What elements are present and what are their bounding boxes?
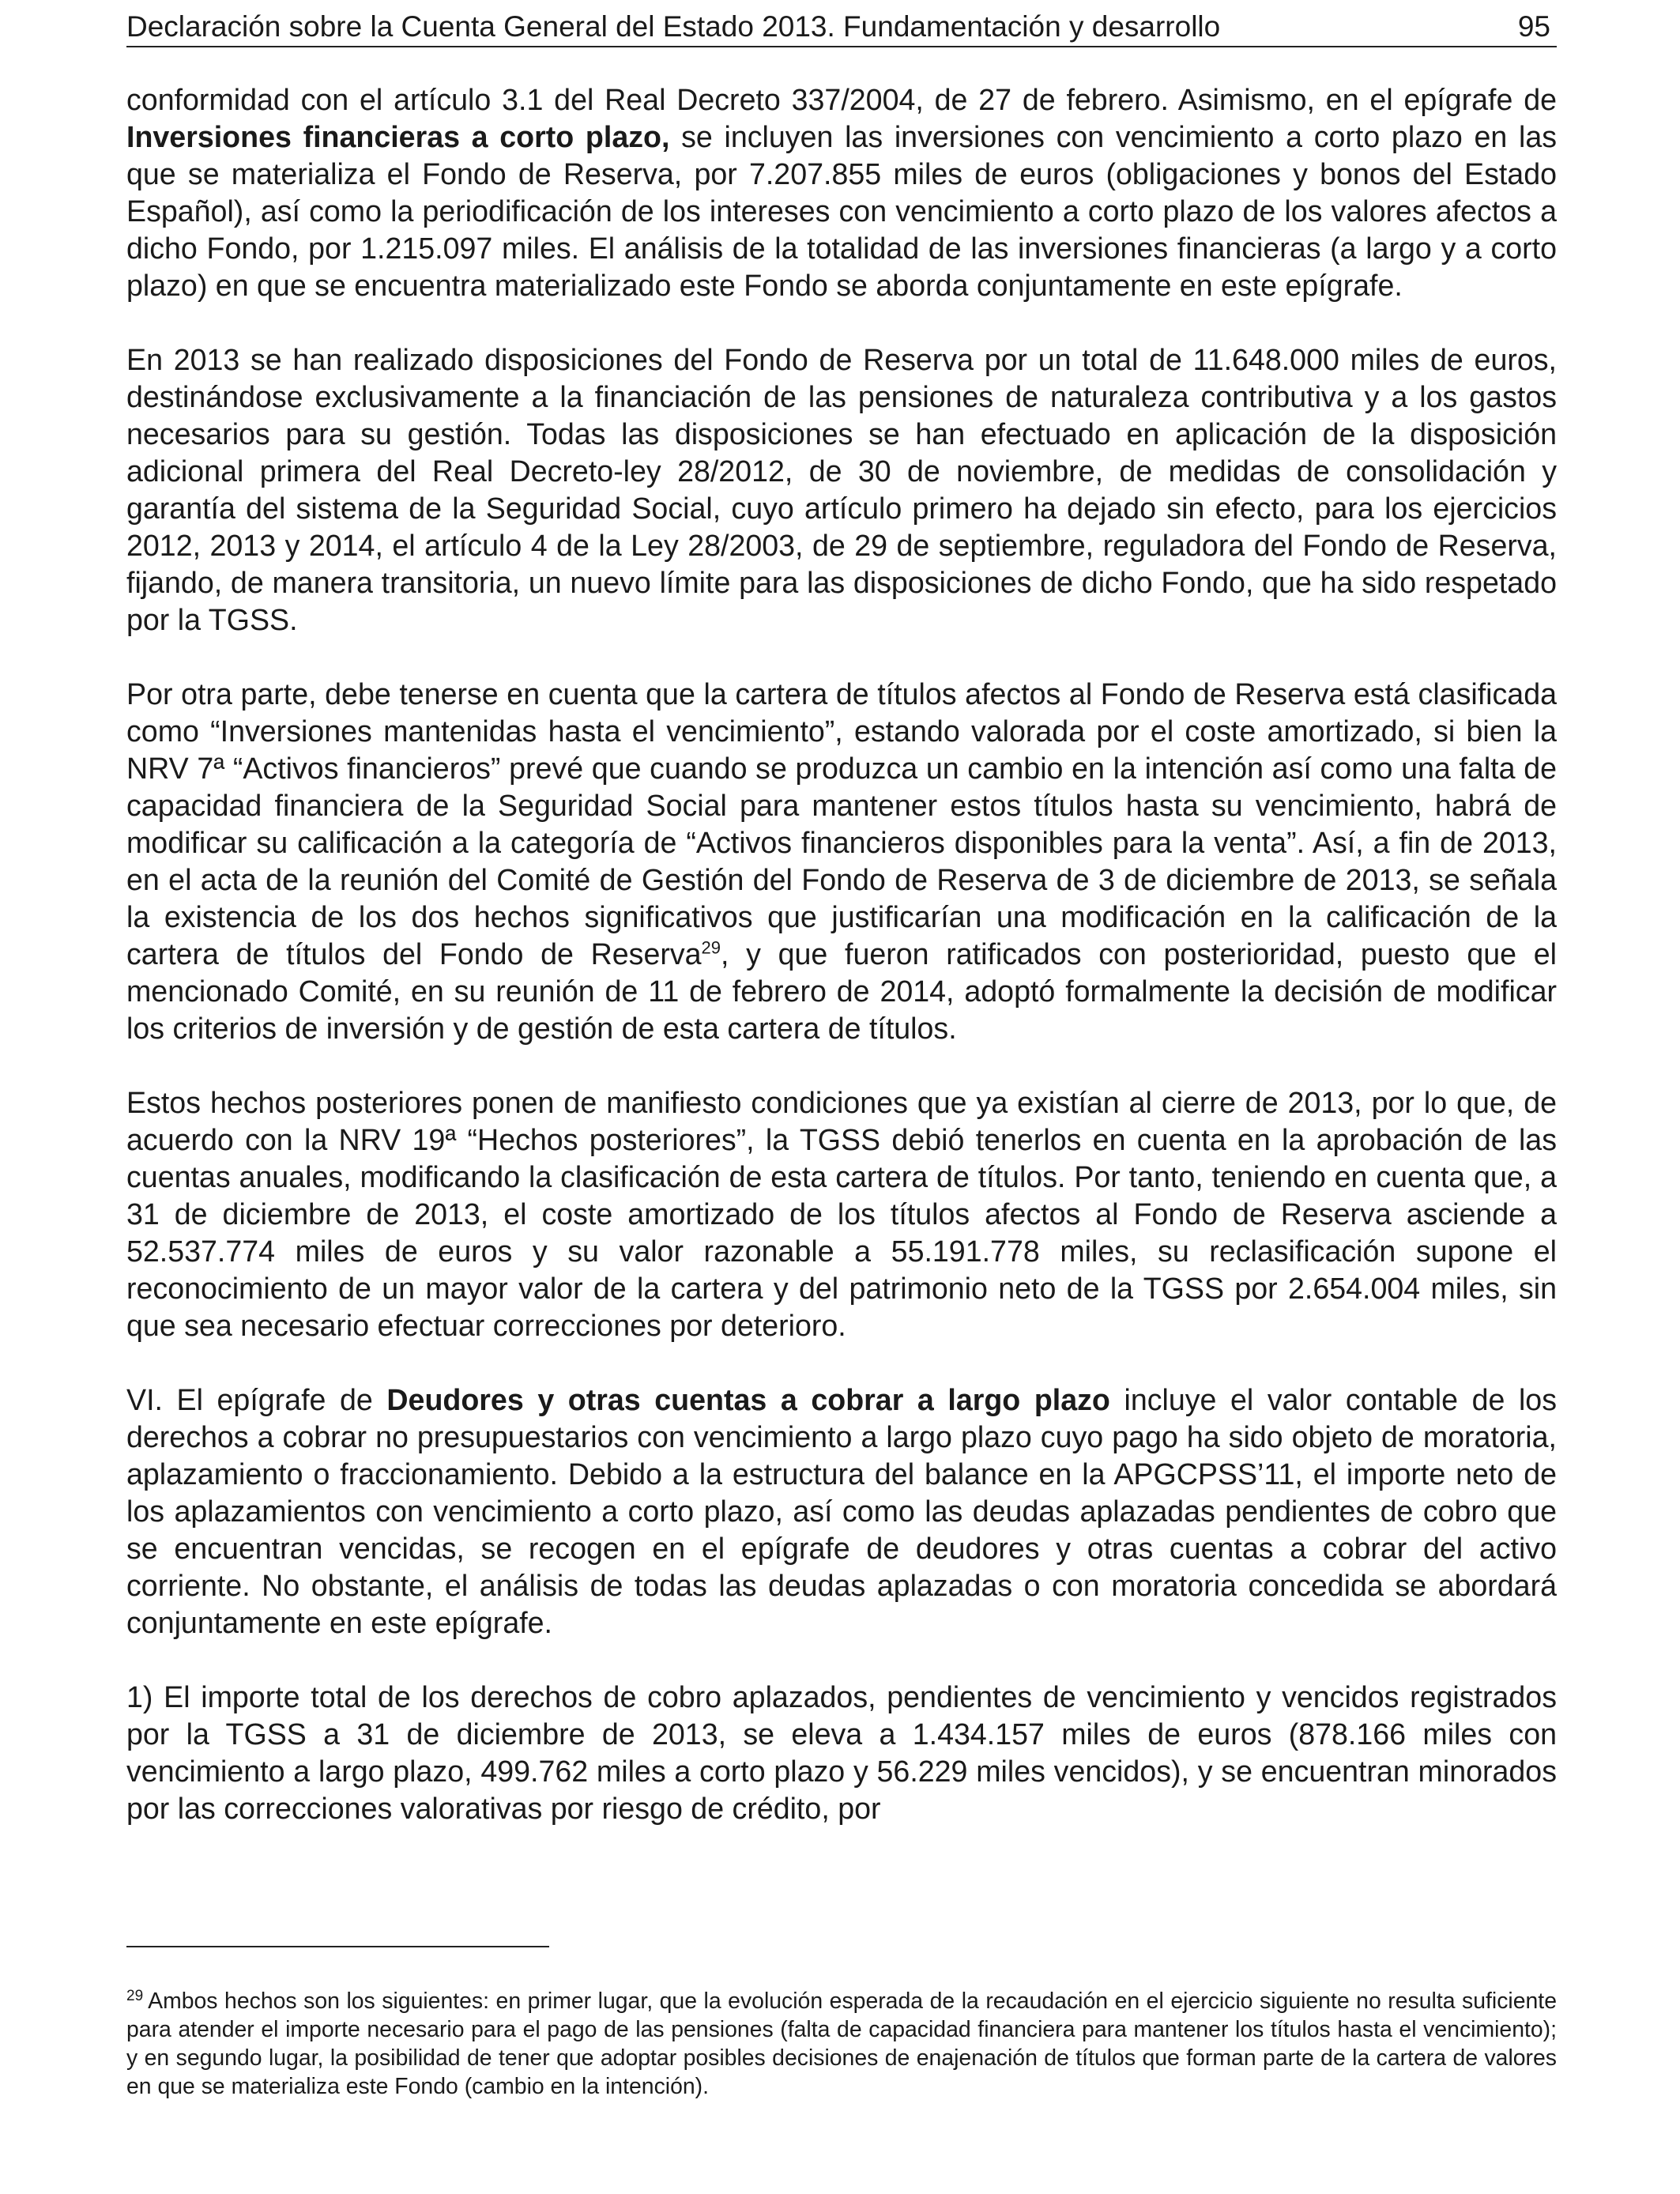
running-header [126,8,1557,47]
paragraph-5 [126,1382,1557,1642]
footnote [126,1987,1557,2101]
header-title: Declaración sobre la Cuenta General del Estado 2013. Fundamentación y desarrollo [126,10,1221,43]
paragraph-3-text-a: Por otra parte, debe tenerse en cuenta que la cartera de títulos afectos al Fondo de Reserva está clasificada como “Inversiones mantenidas hasta el vencimiento”, estando valorada por el coste amortizado, si bien la NRV 7ª “Activos financieros” prevé que cuando se produzca un cambio en la intención así como una falta de capacidad financiera de la Seguridad Social para mantener estos títulos hasta su vencimiento, habrá de modificar su calificación a la categoría de “Activos financieros disponibles para la venta”. Así, a fin de 2013, en el acta de la reunión del Comité de Gestión del Fondo de Reserva de 3 de diciembre de 2013, se señala la existencia de los dos hechos significativos que justificarían una modificación en la calificación de la cartera de títulos del Fondo de Reserva [126,677,1557,971]
paragraph-1-text-c: se incluyen las inversiones con vencimiento a corto plazo en las que se materializa el Fondo de Reserva, por 7.207.855 miles de euros (obligaciones y bonos del Estado Español), así como la periodificación de los intereses con vencimiento a corto plazo de los valores afectos a dicho Fondo, por 1.215.097 miles. El análisis de la totalidad de las inversiones financieras (a largo y a corto plazo) en que se encuentra materializado este Fondo se aborda conjuntamente en este epígrafe. [126,120,1558,302]
body-text [126,81,1557,1827]
paragraph-6: 1) El importe total de los derechos de cobro aplazados, pendientes de vencimiento y vencidos registrados por la TGSS a 31 de diciembre de 2013, se eleva a 1.434.157 miles de euros (878.166 miles con vencimiento a largo plazo, 499.762 miles a corto plazo y 56.229 miles vencidos), y se encuentran minorados por las correcciones valorativas por riesgo de crédito, por [126,1680,1557,1825]
footnote-divider [126,1946,549,1947]
footnote-text: Ambos hechos son los siguientes: en primer lugar, que la evolución esperada de la recaudación en el ejercicio siguiente no resulta suficiente para atender el importe necesario para el pago de las pensiones (falta de capacidad financiera para mantener los títulos hasta el vencimiento); y en segundo lugar, la posibilidad de tener que adoptar posibles decisiones de enajenación de títulos que forman parte de la cartera de valores en que se materializa este Fondo (cambio en la intención). [126,1989,1557,2099]
paragraph-4: Estos hechos posteriores ponen de manifiesto condiciones que ya existían al cierre de 2013, por lo que, de acuerdo con la NRV 19ª “Hechos posteriores”, la TGSS debió tenerlos en cuenta en la aprobación de las cuentas anuales, modificando la clasificación de esta cartera de títulos. Por tanto, teniendo en cuenta que, a 31 de diciembre de 2013, el coste amortizado de los títulos afectos al Fondo de Reserva asciende a 52.537.774 miles de euros y su valor razonable a 55.191.778 miles, su reclasificación supone el reconocimiento de un mayor valor de la cartera y del patrimonio neto de la TGSS por 2.654.004 miles, sin que sea necesario efectuar correcciones por deterioro. [126,1086,1557,1342]
paragraph-3-text-b: , y que fueron ratificados con posterioridad, puesto que el mencionado Comité, en su reunión de 11 de febrero de 2014, adoptó formalmente la decisión de modificar los criterios de inversión y de gestión de esta cartera de títulos. [126,937,1557,1045]
paragraph-3 [126,676,1557,1047]
footnote-number: 29 [126,1987,144,2004]
paragraph-2: En 2013 se han realizado disposiciones del Fondo de Reserva por un total de 11.648.000 miles de euros, destinándose exclusivamente a la financiación de las pensiones de naturaleza contributiva y a los gastos necesarios para su gestión. Todas las disposiciones se han efectuado en aplicación de la disposición adicional primera del Real Decreto-ley 28/2012, de 30 de noviembre, de medidas de consolidación y garantía del sistema de la Seguridad Social, cuyo artículo primero ha dejado sin efecto, para los ejercicios 2012, 2013 y 2014, el artículo 4 de la Ley 28/2003, de 29 de septiembre, reguladora del Fondo de Reserva, fijando, de manera transitoria, un nuevo límite para las disposiciones de dicho Fondo, que ha sido respetado por la TGSS. [126,343,1557,636]
paragraph-1-bold-term: Inversiones financieras a corto plazo, [126,120,670,153]
page-number: 95 [1517,10,1550,43]
paragraph-5-text-c: incluye el valor contable de los derechos a cobrar no presupuestarios con vencimiento a largo plazo cuyo pago ha sido objeto de moratoria, aplazamiento o fraccionamiento. Debido a la estructura del balance en la APGCPSS’11, el importe neto de los aplazamientos con vencimiento a corto plazo, así como las deudas aplazadas pendientes de cobro que se encuentran vencidas, se recogen en el epígrafe de deudores y otras cuentas a cobrar del activo corriente. No obstante, el análisis de todas las deudas aplazadas o con moratoria concedida se abordará conjuntamente en este epígrafe. [126,1383,1557,1639]
paragraph-5-bold-term: Deudores y otras cuentas a cobrar a largo plazo [386,1383,1110,1416]
paragraph-1 [126,81,1557,304]
paragraph-5-text-a: VI. El epígrafe de [126,1383,387,1416]
footnote-reference[interactable]: 29 [701,937,721,958]
paragraph-1-text-a: conformidad con el artículo 3.1 del Real Decreto 337/2004, de 27 de febrero. Asimismo, en el epígrafe de [126,83,1557,116]
